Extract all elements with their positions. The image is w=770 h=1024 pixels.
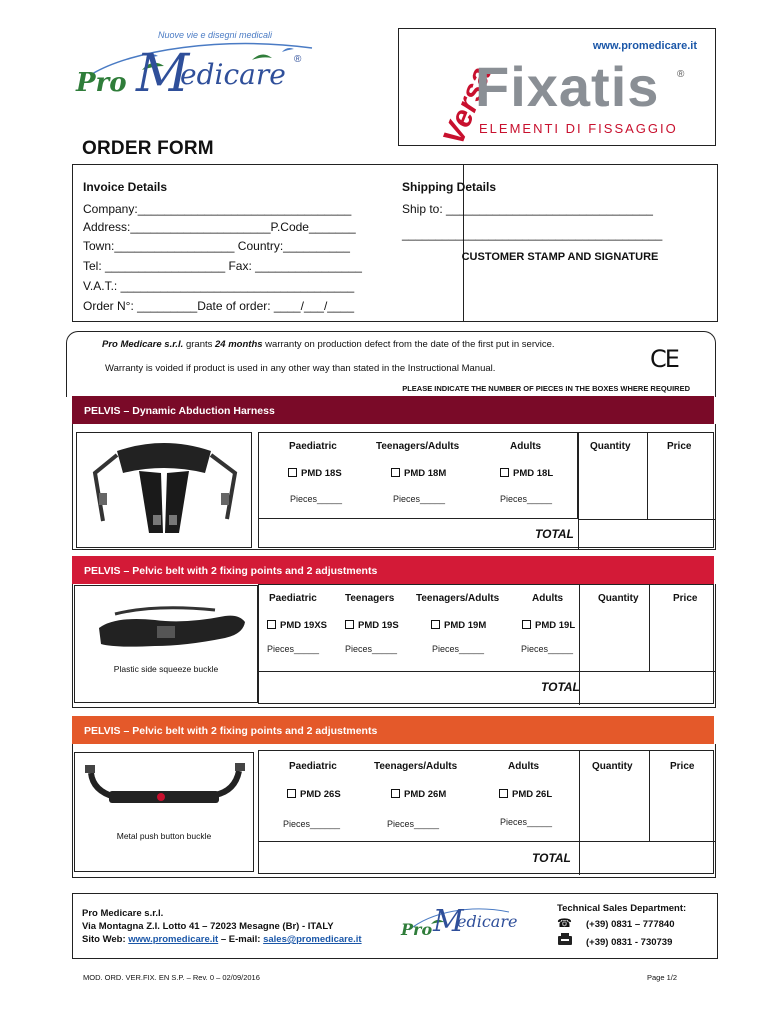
order-table-belt-plastic bbox=[258, 584, 714, 704]
ship-to-field[interactable]: Ship to: _______________________________ bbox=[402, 202, 653, 216]
price-divider bbox=[649, 585, 650, 671]
logo-reg: ® bbox=[294, 54, 302, 65]
footer-logo-medicare: edicare bbox=[457, 912, 518, 931]
col-paediatric: Paediatric bbox=[289, 761, 337, 772]
col-price: Price bbox=[667, 441, 692, 452]
col-teenagers: Teenagers bbox=[345, 593, 395, 604]
col-quantity: Quantity bbox=[592, 761, 633, 772]
warranty-grants: grants bbox=[185, 339, 213, 350]
pieces-field[interactable]: Pieces_____ bbox=[500, 817, 553, 827]
caption-metal-buckle: Metal push button buckle bbox=[116, 831, 212, 841]
address-field[interactable]: Address:_____________________P.Code_______ bbox=[83, 220, 356, 234]
invoice-title: Invoice Details bbox=[83, 180, 168, 194]
pieces-field[interactable]: Pieces_____ bbox=[500, 494, 553, 504]
product-image-belt-plastic bbox=[74, 585, 258, 703]
checkbox-pmd-18l[interactable]: PMD 18L bbox=[500, 468, 553, 479]
footer-site-link[interactable]: www.promedicare.it bbox=[128, 934, 219, 945]
section-bar-harness: PELVIS – Dynamic Abduction Harness bbox=[72, 396, 714, 424]
col-price: Price bbox=[670, 761, 695, 772]
footer-address: Via Montagna Z.I. Lotto 41 – 72023 Mesagne (Br) - ITALY bbox=[82, 921, 334, 932]
warranty-rest: warranty on production defect from the date of the first put in service. bbox=[265, 339, 555, 350]
row-divider bbox=[259, 841, 579, 842]
logo-pro: Pro bbox=[76, 68, 127, 98]
checkbox-pmd-19xs[interactable]: PMD 19XS bbox=[267, 620, 327, 631]
checkbox-pmd-19l[interactable]: PMD 19L bbox=[522, 620, 575, 631]
col-paediatric: Paediatric bbox=[269, 593, 317, 604]
col-adults: Adults bbox=[510, 441, 542, 452]
form-revision: MOD. ORD. VER.FIX. EN S.P. – Rev. 0 – 02/09/2016 bbox=[83, 973, 260, 982]
logo-m: M bbox=[136, 44, 190, 104]
pieces-field[interactable]: Pieces_____ bbox=[267, 644, 320, 654]
warranty-text bbox=[102, 339, 555, 350]
phone-icon: ☎ bbox=[557, 916, 572, 930]
tel-field[interactable]: Tel: __________________ Fax: ________________ bbox=[83, 259, 362, 273]
section-bar-belt-plastic: PELVIS – Pelvic belt with 2 fixing points and 2 adjustments bbox=[72, 556, 714, 584]
checkbox-pmd-26s[interactable]: PMD 26S bbox=[287, 789, 341, 800]
tech-sales-title: Technical Sales Department: bbox=[557, 903, 687, 914]
town-field[interactable]: Town:__________________ Country:__________ bbox=[83, 239, 350, 253]
page-number: Page 1/2 bbox=[647, 973, 678, 982]
footer-logo-pro: Pro bbox=[401, 920, 433, 939]
warranty-company: Pro Medicare s.r.l. bbox=[102, 339, 184, 350]
col-adults: Adults bbox=[532, 593, 564, 604]
footer-email-label: – E-mail: bbox=[220, 934, 261, 945]
footer-email-link[interactable]: sales@promedicare.it bbox=[263, 934, 362, 945]
customer-stamp-label: CUSTOMER STAMP AND SIGNATURE bbox=[461, 251, 659, 263]
warranty-months: 24 months bbox=[215, 339, 263, 350]
instruction-note: PLEASE INDICATE THE NUMBER OF PIECES IN THE BOXES WHERE REQUIRED bbox=[402, 384, 690, 393]
total-label: TOTAL bbox=[532, 851, 571, 865]
total-divider bbox=[578, 519, 715, 520]
footer-company: Pro Medicare s.r.l. bbox=[82, 908, 164, 919]
brand-box bbox=[398, 28, 716, 150]
price-divider bbox=[649, 751, 650, 841]
quantity-divider bbox=[578, 433, 579, 549]
col-price: Price bbox=[673, 593, 698, 604]
ce-mark: CE bbox=[650, 345, 678, 373]
col-teenagers-adults: Teenagers/Adults bbox=[376, 441, 460, 452]
pieces-field[interactable]: Pieces_____ bbox=[521, 644, 574, 654]
col-quantity: Quantity bbox=[590, 441, 631, 452]
row-divider bbox=[259, 671, 579, 672]
logo-tagline: Nuove vie e disegni medicali bbox=[158, 30, 273, 40]
total-label: TOTAL bbox=[535, 527, 574, 541]
footer-site-label: Sito Web: bbox=[82, 934, 126, 945]
caption-plastic-buckle: Plastic side squeeze buckle bbox=[113, 664, 219, 674]
promedicare-logo bbox=[72, 30, 322, 112]
col-quantity: Quantity bbox=[598, 593, 639, 604]
total-divider bbox=[579, 841, 715, 842]
footer-box bbox=[72, 893, 718, 959]
product-image-belt-metal bbox=[74, 752, 254, 872]
price-divider bbox=[647, 433, 648, 519]
brand-subtitle: ELEMENTI DI FISSAGGIO bbox=[479, 121, 678, 136]
phone-number[interactable]: (+39) 0831 – 777840 bbox=[586, 919, 675, 930]
section-bar-belt-metal: PELVIS – Pelvic belt with 2 fixing points and 2 adjustments bbox=[72, 716, 714, 744]
brand-url[interactable]: www.promedicare.it bbox=[592, 40, 697, 52]
footer-logo-m: M bbox=[433, 904, 464, 939]
order-table-harness bbox=[258, 432, 714, 548]
checkbox-pmd-26m[interactable]: PMD 26M bbox=[391, 789, 446, 800]
brand-reg: ® bbox=[677, 69, 685, 80]
pieces-field[interactable]: Pieces_____ bbox=[290, 494, 343, 504]
footer-web-line bbox=[82, 934, 362, 945]
pieces-field[interactable]: Pieces_____ bbox=[387, 819, 440, 829]
vat-field[interactable]: V.A.T.: ___________________________________ bbox=[83, 279, 355, 293]
metal-belt-illustration bbox=[75, 753, 253, 833]
harness-illustration bbox=[77, 433, 251, 547]
checkbox-pmd-26l[interactable]: PMD 26L bbox=[499, 789, 552, 800]
company-field[interactable]: Company:________________________________ bbox=[83, 202, 352, 216]
shipping-title: Shipping Details bbox=[402, 180, 497, 194]
total-label: TOTAL bbox=[541, 680, 580, 694]
order-number-field[interactable]: Order N°: _________Date of order: ____/___/____ bbox=[83, 299, 354, 313]
ship-to-line2[interactable]: _______________________________________ bbox=[402, 227, 663, 241]
belt-illustration bbox=[75, 586, 257, 676]
pieces-field[interactable]: Pieces_____ bbox=[393, 494, 446, 504]
quantity-divider bbox=[579, 751, 580, 875]
brand-versa: Versa bbox=[437, 62, 498, 150]
order-table-belt-metal bbox=[258, 750, 714, 874]
checkbox-pmd-18s[interactable]: PMD 18S bbox=[288, 468, 342, 479]
order-form-title: ORDER FORM bbox=[82, 138, 214, 159]
details-box bbox=[72, 164, 718, 322]
col-paediatric: Paediatric bbox=[289, 441, 337, 452]
fax-icon bbox=[557, 932, 573, 946]
footer-logo bbox=[401, 900, 518, 950]
product-image-harness bbox=[76, 432, 252, 548]
pieces-field[interactable]: Pieces______ bbox=[283, 819, 341, 829]
pieces-field[interactable]: Pieces_____ bbox=[345, 644, 398, 654]
checkbox-pmd-19m[interactable]: PMD 19M bbox=[431, 620, 486, 631]
fax-number[interactable]: (+39) 0831 - 730739 bbox=[586, 937, 673, 948]
pieces-field[interactable]: Pieces_____ bbox=[432, 644, 485, 654]
brand-fixatis: Fixatis bbox=[475, 55, 660, 118]
total-divider bbox=[579, 671, 715, 672]
checkbox-pmd-19s[interactable]: PMD 19S bbox=[345, 620, 399, 631]
col-teenagers-adults: Teenagers/Adults bbox=[416, 593, 500, 604]
logo-medicare: edicare bbox=[180, 58, 286, 91]
col-teenagers-adults: Teenagers/Adults bbox=[374, 761, 458, 772]
warranty-void-text: Warranty is voided if product is used in any other way than stated in the Instructional Manual. bbox=[105, 363, 496, 374]
checkbox-pmd-18m[interactable]: PMD 18M bbox=[391, 468, 446, 479]
col-adults: Adults bbox=[508, 761, 540, 772]
